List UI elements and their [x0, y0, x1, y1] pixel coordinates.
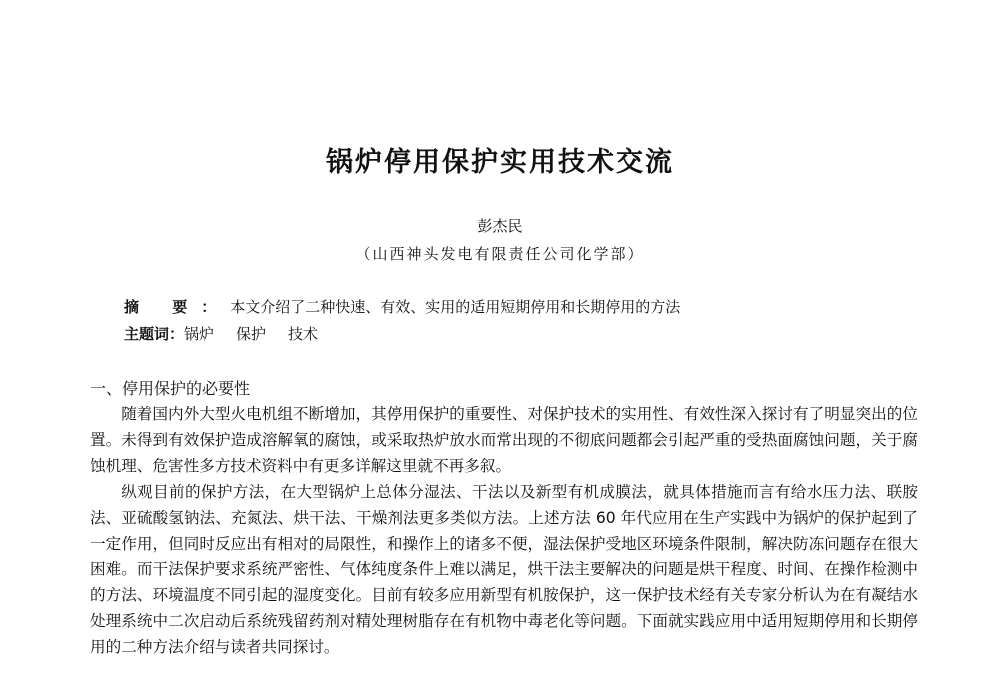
- section-heading: 一、停用保护的必要性: [90, 379, 251, 398]
- keyword: 锅炉: [184, 325, 215, 343]
- abstract-text: 本文介绍了二种快速、有效、实用的适用短期停用和长期停用的方法: [230, 298, 681, 316]
- abstract-label: 摘 要：: [124, 298, 231, 316]
- section-body: [90, 402, 918, 661]
- body-paragraph: 随着国内外大型火电机组不断增加，其停用保护的重要性、对保护技术的实用性、有效性深入探讨有了明显突出的位置。未得到有效保护造成溶解氧的腐蚀，或采取热炉放水而常出现的不彻底问题都会引起严重的受热面腐蚀问题，关于腐蚀机理、危害性多方技术资料中有更多详解这里就不再多叙。: [90, 405, 918, 475]
- keyword: 保护: [236, 325, 267, 343]
- keywords-line: [124, 323, 340, 344]
- keywords-label: 主题词：: [124, 325, 185, 343]
- paper-title: 锅炉停用保护实用技术交流: [326, 147, 674, 178]
- abstract-line: [124, 296, 680, 317]
- author-affiliation: （山西神头发电有限责任公司化学部）: [355, 245, 645, 263]
- body-paragraph: 纵观目前的保护方法，在大型锅炉上总体分湿法、干法以及新型有机成膜法，就具体措施而言有给水压力法、联胺法、亚硫酸氢钠法、充氮法、烘干法、干燥剂法更多类似方法。上述方法 60 年代应用在生产实践中为锅炉的保护起到了一定作用，但同时反应出有相对的局限性，和操作上的诸多不便，湿法保护受地区环境条件限制，解决防冻问题存在很大困难。而干法保护要求系统严密性、气体纯度条件上难以满足，烘干法主要解决的问题是烘干程度、时间、在操作检测中的方法、环境温度不同引起的湿度变化。目前有较多应用新型有机胺保护，这一保护技术经有关专家分析认为在有凝结水处理系统中二次启动后系统残留药剂对精处理树脂存在有机物中毒老化等问题。下面就实践应用中适用短期停用和长期停用的二种方法介绍与读者共同探讨。: [90, 482, 918, 657]
- keyword: 技术: [288, 325, 319, 343]
- author-name: 彭杰民: [477, 217, 523, 235]
